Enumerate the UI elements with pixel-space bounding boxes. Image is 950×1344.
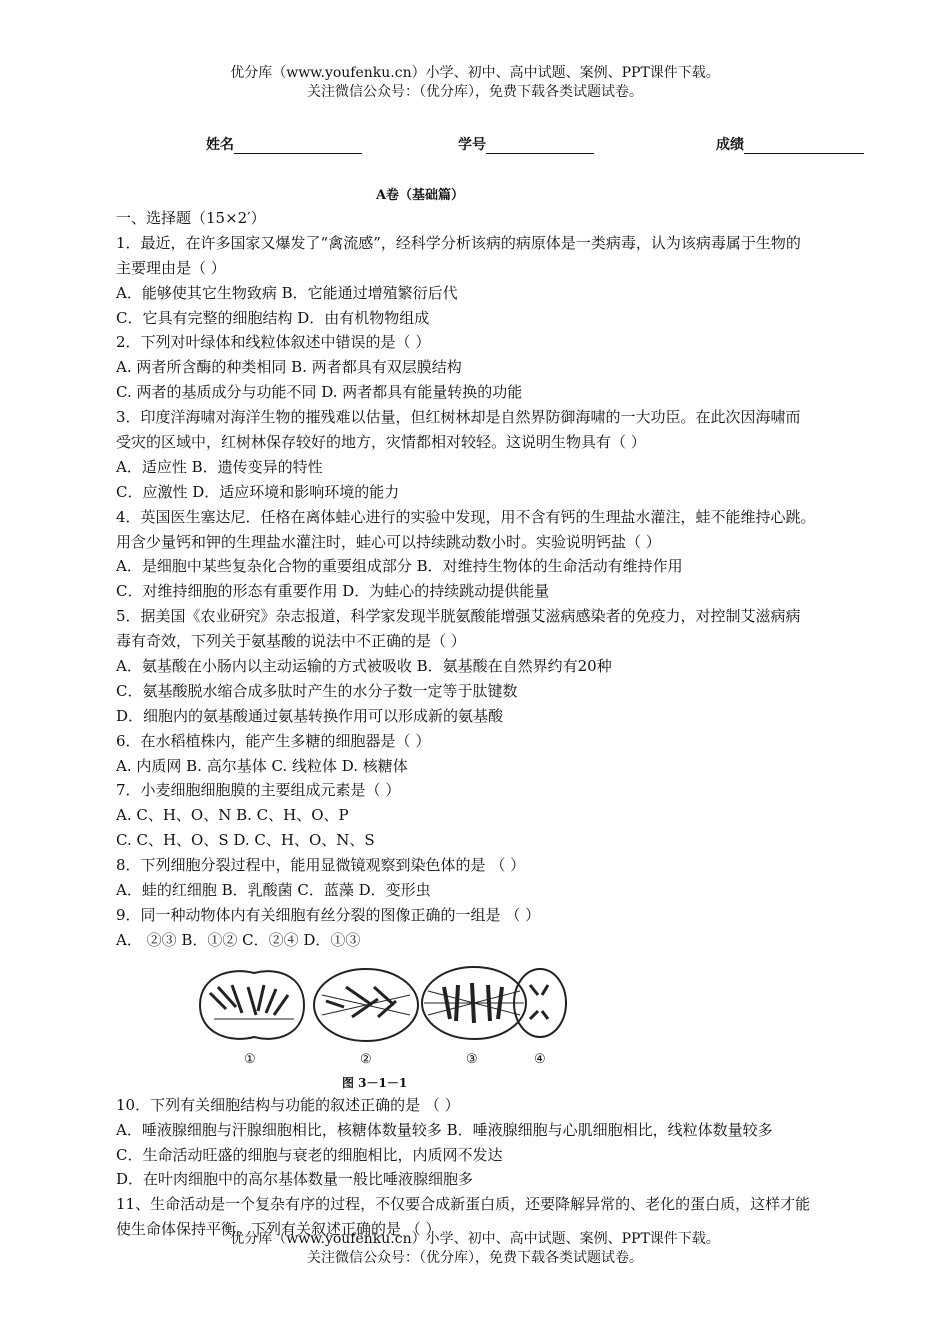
question-lines [116, 231, 896, 953]
paper-title: A卷（基础篇） [375, 188, 465, 203]
question-line: A．能够使其它生物致病 B．它能通过增殖繁衍后代 [116, 283, 458, 302]
question-line: 3．印度洋海啸对海洋生物的摧残难以估量，但红树林却是自然界防御海啸的一大功臣。在此次因海啸而 [116, 408, 801, 427]
score-field[interactable] [716, 134, 864, 154]
question-lines-2 [116, 1093, 896, 1242]
cell-division-drawings [196, 957, 576, 1089]
name-label: 姓名 [206, 137, 234, 153]
section-heading: 一、选择题（15×2′） [116, 209, 266, 227]
question-line: 9．同一种动物体内有关细胞有丝分裂的图像正确的一组是 （ ） [116, 905, 541, 924]
question-line: A． ②③ B．①② C．②④ D．①③ [116, 930, 361, 949]
question-line: C．它具有完整的细胞结构 D．由有机物物组成 [116, 308, 430, 327]
question-line: A．适应性 B．遗传变异的特性 [116, 457, 323, 476]
figure-label-1: ① [244, 1051, 256, 1067]
student-id-label: 学号 [458, 137, 486, 153]
cell-division-figure [116, 953, 896, 1093]
footer-line-2: 关注微信公众号：（优分库），免费下载各类试题试卷。 [307, 1250, 643, 1266]
question-line: 4．英国医生塞达尼．任格在离体蛙心进行的实验中发现，用不含有钙的生理盐水灌注，蛙不能维持心跳。 [116, 507, 816, 526]
question-line: A．是细胞中某些复杂化合物的重要组成部分 B．对维持生物体的生命活动有维持作用 [116, 557, 683, 576]
page-footer [0, 1230, 950, 1268]
question-line: D．细胞内的氨基酸通过氨基转换作用可以形成新的氨基酸 [116, 706, 504, 725]
question-line: 5．据美国《农业研究》杂志报道，科学家发现半胱氨酸能增强艾滋病感染者的免疫力，对控制艾滋病病 [116, 607, 801, 626]
question-line: C．对维持细胞的形态有重要作用 D．为蛙心的持续跳动提供能量 [116, 582, 550, 601]
figure-label-2: ② [360, 1051, 372, 1067]
question-line: A．蛙的红细胞 B．乳酸菌 C．蓝藻 D．变形虫 [116, 881, 431, 900]
question-line: 6．在水稻植株内，能产生多糖的细胞器是（ ） [116, 731, 431, 750]
question-line: C．生命活动旺盛的细胞与衰老的细胞相比，内质网不发达 [116, 1145, 503, 1164]
question-line: A．氨基酸在小肠内以主动运输的方式被吸收 B．氨基酸在自然界约有20种 [116, 657, 612, 676]
question-line: C．应激性 D．适应环境和影响环境的能力 [116, 482, 400, 501]
question-line: C. 两者的基质成分与功能不同 D. 两者都具有能量转换的功能 [116, 383, 523, 402]
question-line: 8．下列细胞分裂过程中，能用显微镜观察到染色体的是 （ ） [116, 856, 526, 875]
question-line: A. C、H、O、N B. C、H、O、P [116, 806, 349, 825]
question-line: 用含少量钙和钾的生理盐水灌注时，蛙心可以持续跳动数小时。实验说明钙盐（ ） [116, 532, 661, 551]
student-id-blank[interactable] [486, 138, 594, 154]
student-id-field[interactable] [458, 134, 594, 154]
question-line: 使生命体保持平衡。下列有关叙述正确的是 （ ） [116, 1220, 441, 1239]
header-line-1: 优分库（www.youfenku.cn）小学、初中、高中试题、案例、PPT课件下载。 [230, 65, 720, 81]
figure-caption: 图 3－1－1 [342, 1075, 408, 1089]
figure-label-4: ④ [534, 1051, 546, 1067]
score-blank[interactable] [744, 138, 864, 154]
question-line: 毒有奇效，下列关于氨基酸的说法中不正确的是（ ） [116, 632, 466, 651]
name-field[interactable] [206, 134, 362, 154]
question-line: A. 两者所含酶的种类相同 B. 两者都具有双层膜结构 [116, 358, 462, 377]
question-line: D．在叶肉细胞中的高尔基体数量一般比唾液腺细胞多 [116, 1170, 474, 1189]
footer-line-1: 优分库（www.youfenku.cn）小学、初中、高中试题、案例、PPT课件下载。 [230, 1231, 720, 1247]
question-line: 11、生命活动是一个复杂有序的过程，不仅要合成新蛋白质，还要降解异常的、老化的蛋白质，这样才能 [116, 1195, 811, 1214]
question-line: 2．下列对叶绿体和线粒体叙述中错误的是（ ） [116, 333, 431, 352]
question-line: 10．下列有关细胞结构与功能的叙述正确的是 （ ） [116, 1095, 460, 1114]
figure-label-3: ③ [466, 1051, 478, 1067]
question-line: A. 内质网 B. 高尔基体 C. 线粒体 D. 核糖体 [116, 756, 408, 775]
question-line: A．唾液腺细胞与汗腺细胞相比，核糖体数量较多 B．唾液腺细胞与心肌细胞相比，线粒体数量较多 [116, 1120, 773, 1139]
question-line: C. C、H、O、S D. C、H、O、N、S [116, 831, 375, 850]
name-blank[interactable] [234, 138, 362, 154]
question-line: 受灾的区域中，红树林保存较好的地方，灾情都相对较轻。这说明生物具有（ ） [116, 433, 646, 452]
header-line-2: 关注微信公众号：（优分库），免费下载各类试题试卷。 [307, 84, 643, 100]
score-label: 成绩 [716, 137, 744, 153]
question-line: C．氨基酸脱水缩合成多肽时产生的水分子数一定等于肽键数 [116, 681, 518, 700]
question-line: 7．小麦细胞细胞膜的主要组成元素是（ ） [116, 781, 401, 800]
question-body [116, 206, 896, 1242]
question-line: 主要理由是（ ） [116, 258, 226, 277]
question-line: 1．最近，在许多国家又爆发了“禽流感”，经科学分析该病的病原体是一类病毒，认为该病毒属于生物的 [116, 233, 801, 252]
page-header [0, 64, 950, 102]
